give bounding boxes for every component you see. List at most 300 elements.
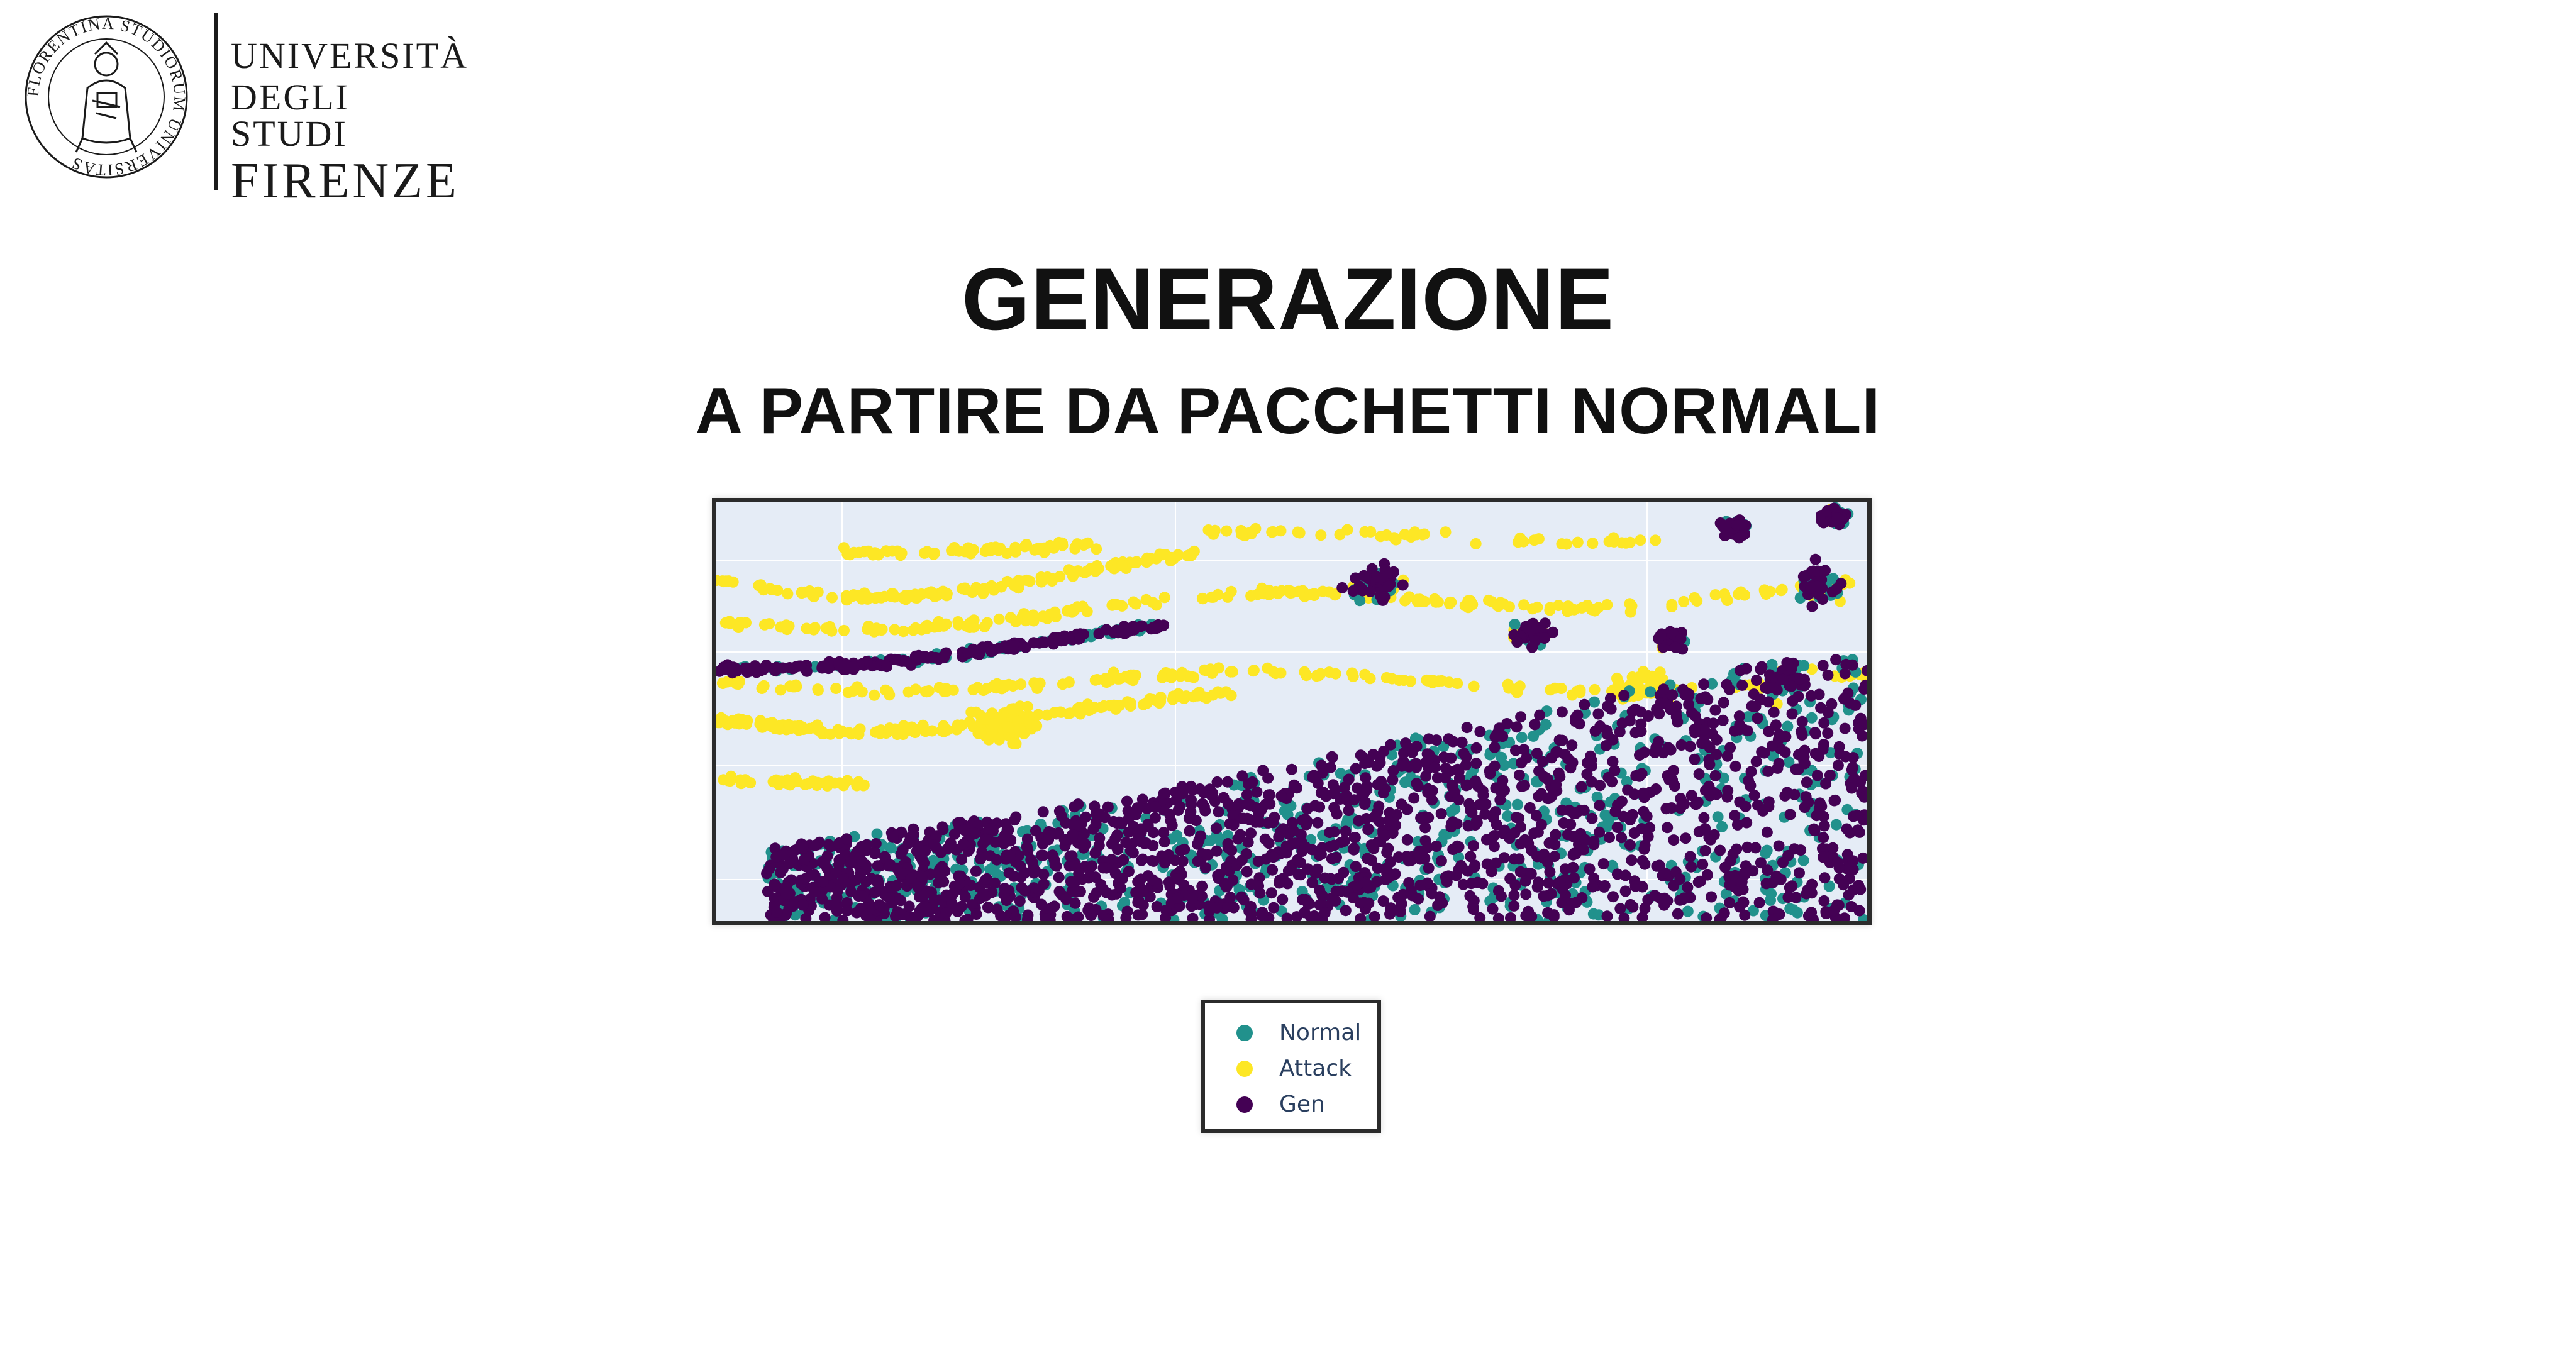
point-gen <box>1268 851 1279 863</box>
slide-subtitle: A PARTIRE DA PACCHETTI NORMALI <box>695 375 1881 448</box>
point-gen <box>887 832 899 843</box>
point-gen <box>1617 717 1628 729</box>
point-attack <box>1460 600 1471 611</box>
point-gen <box>1644 822 1655 834</box>
point-gen <box>1809 727 1821 738</box>
legend-marker-attack <box>1236 1061 1253 1077</box>
point-gen <box>1099 812 1111 823</box>
point-gen <box>1355 749 1367 761</box>
point-attack <box>910 622 921 634</box>
point-gen <box>1550 829 1561 841</box>
point-attack <box>896 548 908 559</box>
point-gen <box>1762 766 1774 777</box>
point-attack <box>1655 666 1666 678</box>
point-gen <box>1260 834 1271 845</box>
point-gen <box>1164 879 1175 890</box>
point-gen <box>1579 699 1590 710</box>
point-gen <box>1202 901 1214 912</box>
point-attack <box>960 584 971 595</box>
point-gen <box>1718 715 1729 726</box>
point-gen <box>1504 832 1515 844</box>
point-gen <box>1372 779 1384 790</box>
point-normal <box>1765 888 1777 900</box>
point-gen <box>1273 831 1284 842</box>
point-gen <box>1490 782 1501 793</box>
point-gen <box>1679 892 1690 903</box>
point-gen <box>1349 832 1360 843</box>
point-gen <box>1069 801 1080 812</box>
point-gen <box>1755 694 1767 705</box>
point-gen <box>1543 793 1554 804</box>
point-gen <box>906 873 917 884</box>
point-attack <box>1006 704 1018 715</box>
point-gen <box>1838 693 1850 705</box>
point-gen <box>1236 770 1248 781</box>
point-attack <box>959 546 970 557</box>
point-gen <box>1706 892 1717 903</box>
point-gen <box>1067 830 1079 841</box>
point-gen <box>1132 876 1143 888</box>
point-gen <box>1672 908 1684 920</box>
point-gen <box>1489 742 1501 753</box>
point-attack <box>1221 526 1232 537</box>
point-gen <box>1396 898 1407 909</box>
point-gen <box>1810 554 1821 565</box>
point-attack <box>880 685 891 696</box>
point-gen <box>1784 882 1796 893</box>
point-attack <box>1048 543 1060 554</box>
point-gen <box>1319 873 1331 884</box>
point-gen <box>1607 734 1619 746</box>
svg-text:FLORENTINA STUDIORUM UNIVERSIT: FLORENTINA STUDIORUM UNIVERSITAS <box>23 14 189 180</box>
point-gen <box>1557 805 1568 816</box>
point-gen <box>1730 761 1741 772</box>
point-gen <box>1036 899 1047 910</box>
point-gen <box>1252 787 1263 798</box>
point-gen <box>1729 726 1740 737</box>
point-normal <box>1409 904 1421 915</box>
point-gen <box>1736 680 1748 691</box>
point-gen <box>1598 858 1609 869</box>
point-attack <box>1159 592 1170 603</box>
point-gen <box>1340 905 1352 916</box>
point-gen <box>1576 892 1587 903</box>
point-gen <box>1397 580 1409 591</box>
point-gen <box>1064 851 1075 862</box>
point-gen <box>1086 860 1097 871</box>
point-attack <box>758 680 770 692</box>
point-gen <box>1674 873 1685 885</box>
point-attack <box>764 719 775 730</box>
point-attack <box>996 582 1007 593</box>
point-attack <box>926 586 937 597</box>
point-gen <box>1143 819 1154 830</box>
point-gen <box>1025 854 1036 865</box>
point-gen <box>1732 819 1743 831</box>
point-gen <box>1381 862 1392 873</box>
point-gen <box>1300 842 1311 853</box>
point-gen <box>1833 759 1844 771</box>
point-attack <box>872 726 884 737</box>
logo-divider <box>214 13 218 190</box>
point-gen <box>1106 839 1118 850</box>
point-attack <box>825 729 836 740</box>
point-gen <box>1491 819 1502 831</box>
point-gen <box>841 833 852 844</box>
point-gen <box>991 854 1002 866</box>
point-gen <box>1547 627 1558 638</box>
point-gen <box>1207 788 1218 799</box>
point-attack <box>724 775 736 787</box>
point-gen <box>1288 825 1299 836</box>
point-attack <box>977 588 989 599</box>
legend-label-gen: Gen <box>1279 1091 1325 1117</box>
point-gen <box>1378 746 1389 757</box>
point-gen <box>1316 760 1327 771</box>
point-gen <box>1402 834 1413 846</box>
point-gen <box>1133 909 1144 920</box>
point-attack <box>1549 683 1560 694</box>
point-gen <box>1531 622 1543 633</box>
point-attack <box>1191 688 1202 700</box>
point-attack <box>1613 676 1624 688</box>
point-gen <box>1650 783 1662 795</box>
point-gen <box>1774 908 1785 920</box>
point-gen <box>1704 742 1716 753</box>
point-attack <box>797 722 809 734</box>
point-gen <box>731 665 743 676</box>
point-gen <box>1199 805 1211 817</box>
point-gen <box>1160 788 1171 799</box>
point-gen <box>1724 856 1736 867</box>
point-gen <box>1038 806 1049 817</box>
point-gen <box>1637 855 1648 866</box>
point-attack <box>1409 526 1421 538</box>
point-attack <box>1003 722 1014 733</box>
point-gen <box>1612 822 1623 833</box>
point-gen <box>1576 781 1587 793</box>
point-attack <box>1733 588 1744 600</box>
point-gen <box>1513 813 1524 824</box>
point-attack <box>1091 543 1102 555</box>
point-gen <box>1489 761 1501 772</box>
point-gen <box>1362 853 1373 864</box>
point-gen <box>1698 812 1709 824</box>
point-gen <box>1004 867 1015 878</box>
point-gen <box>1084 902 1095 914</box>
point-gen <box>1666 802 1677 814</box>
point-gen <box>1675 793 1686 804</box>
point-attack <box>889 624 901 636</box>
point-normal <box>1589 697 1600 708</box>
point-attack <box>1113 673 1124 685</box>
point-gen <box>1146 855 1158 866</box>
point-attack <box>1147 597 1158 608</box>
point-attack <box>733 678 744 690</box>
point-attack <box>826 626 837 637</box>
point-gen <box>1515 711 1526 722</box>
point-attack <box>1553 600 1564 611</box>
point-attack <box>1404 591 1415 602</box>
point-gen <box>1115 883 1126 894</box>
point-gen <box>1187 913 1199 921</box>
point-gen <box>1840 751 1852 763</box>
point-gen <box>1743 775 1754 787</box>
point-gen <box>1850 700 1861 711</box>
point-attack <box>1090 675 1101 686</box>
point-gen <box>1662 822 1673 833</box>
point-attack <box>1125 698 1136 709</box>
point-gen <box>1853 723 1865 734</box>
point-gen <box>1827 842 1838 854</box>
point-gen <box>1519 780 1530 791</box>
point-gen <box>1552 746 1563 758</box>
point-gen <box>1432 772 1443 783</box>
point-gen <box>1123 625 1135 636</box>
point-attack <box>1440 526 1452 538</box>
point-attack <box>1775 585 1787 596</box>
point-attack <box>1021 575 1032 586</box>
point-gen <box>1384 807 1396 819</box>
point-gen <box>1479 809 1491 820</box>
point-gen <box>1101 863 1112 874</box>
point-gen <box>1268 902 1279 914</box>
point-attack <box>964 717 975 728</box>
point-attack <box>1678 596 1689 607</box>
point-gen <box>935 847 947 858</box>
point-attack <box>1225 666 1236 678</box>
point-gen <box>884 892 895 903</box>
point-gen <box>1736 519 1747 531</box>
point-attack <box>1375 531 1386 542</box>
point-gen <box>1560 863 1571 875</box>
point-gen <box>1430 762 1441 773</box>
point-normal <box>1512 799 1523 810</box>
point-gen <box>1200 862 1211 873</box>
point-gen <box>1526 642 1538 653</box>
point-gen <box>1789 843 1800 854</box>
point-gen <box>869 848 880 859</box>
point-gen <box>1796 726 1807 737</box>
point-attack <box>848 547 860 558</box>
logo-line-2: DEGLI STUDI <box>231 77 350 154</box>
point-normal <box>1509 619 1521 630</box>
point-gen <box>1366 839 1377 851</box>
point-gen <box>1462 722 1473 733</box>
point-gen <box>1336 582 1348 593</box>
point-gen <box>1128 821 1139 832</box>
point-attack <box>789 772 801 783</box>
point-gen <box>1319 907 1331 919</box>
point-attack <box>858 546 870 557</box>
point-gen <box>1015 861 1026 872</box>
point-gen <box>1812 770 1823 781</box>
point-gen <box>1754 897 1765 908</box>
point-gen <box>1785 809 1796 820</box>
point-gen <box>1010 812 1021 823</box>
point-gen <box>1384 871 1395 883</box>
point-gen <box>1629 704 1641 715</box>
point-attack <box>724 618 736 629</box>
point-gen <box>1767 877 1779 888</box>
point-gen <box>1814 797 1826 809</box>
point-gen <box>1413 893 1424 905</box>
point-attack <box>1049 607 1060 618</box>
university-seal-icon <box>22 13 191 181</box>
point-gen <box>1509 890 1520 901</box>
point-gen <box>1177 856 1189 867</box>
point-gen <box>1511 721 1523 732</box>
point-gen <box>984 823 995 834</box>
point-gen <box>1241 789 1253 800</box>
point-gen <box>1329 840 1340 851</box>
point-attack <box>1710 589 1721 600</box>
point-attack <box>1213 662 1224 673</box>
point-gen <box>1736 876 1748 888</box>
point-gen <box>1819 820 1830 832</box>
point-gen <box>1135 836 1146 847</box>
point-gen <box>926 651 937 663</box>
point-attack <box>1035 678 1046 689</box>
point-gen <box>1777 674 1789 685</box>
point-gen <box>780 888 792 900</box>
point-gen <box>1777 857 1789 868</box>
point-attack <box>1015 678 1026 690</box>
point-gen <box>850 875 862 886</box>
point-gen <box>1782 892 1794 903</box>
point-gen <box>1774 731 1785 742</box>
point-gen <box>914 851 926 862</box>
point-gen <box>1187 893 1198 904</box>
point-attack <box>1175 671 1186 682</box>
point-normal <box>1782 721 1793 732</box>
point-gen <box>1001 895 1012 906</box>
point-gen <box>1170 787 1181 798</box>
point-gen <box>1291 782 1302 793</box>
point-gen <box>1274 878 1285 889</box>
point-gen <box>1460 751 1472 763</box>
point-attack <box>808 624 819 636</box>
point-attack <box>1492 600 1504 612</box>
point-gen <box>1361 813 1372 824</box>
point-gen <box>1594 827 1605 838</box>
point-gen <box>1819 872 1830 883</box>
point-gen <box>1363 823 1374 834</box>
logo-line-1: UNIVERSITÀ <box>231 35 469 76</box>
point-gen <box>1242 798 1253 810</box>
point-gen <box>1455 860 1467 871</box>
point-gen <box>1159 836 1170 847</box>
point-gen <box>1343 805 1355 816</box>
point-gen <box>819 912 831 922</box>
point-attack <box>772 585 783 596</box>
point-gen <box>901 656 912 667</box>
point-gen <box>1824 770 1836 781</box>
point-attack <box>1046 575 1058 587</box>
point-gen <box>1402 804 1413 815</box>
point-attack <box>1172 549 1184 561</box>
point-gen <box>1639 746 1650 758</box>
point-gen <box>1570 847 1582 859</box>
point-gen <box>1472 817 1483 828</box>
point-gen <box>1557 706 1568 717</box>
point-gen <box>1581 768 1592 780</box>
point-attack <box>1582 600 1593 611</box>
point-attack <box>1294 586 1305 597</box>
point-gen <box>856 856 867 867</box>
point-gen <box>921 902 932 914</box>
point-attack <box>1220 686 1231 697</box>
point-attack <box>1430 597 1441 608</box>
point-gen <box>1245 827 1257 839</box>
point-gen <box>929 894 940 905</box>
point-attack <box>1346 668 1358 679</box>
point-gen <box>1070 886 1082 898</box>
point-attack <box>782 588 793 599</box>
point-gen <box>1307 877 1318 888</box>
point-gen <box>1474 726 1485 737</box>
point-attack <box>1267 526 1279 538</box>
point-gen <box>1470 758 1482 769</box>
point-gen <box>1714 845 1726 856</box>
point-gen <box>1700 845 1711 856</box>
point-gen <box>1838 879 1849 890</box>
point-gen <box>1518 744 1530 755</box>
legend-marker-normal <box>1236 1025 1253 1041</box>
point-gen <box>1373 801 1384 812</box>
point-gen <box>903 837 914 849</box>
point-gen <box>1213 806 1224 817</box>
point-gen <box>946 898 957 909</box>
point-attack <box>826 592 838 604</box>
point-attack <box>1301 670 1312 681</box>
point-gen <box>750 660 761 671</box>
point-attack <box>1608 532 1619 543</box>
point-gen <box>999 830 1011 841</box>
point-gen <box>1670 642 1681 653</box>
point-attack <box>920 686 931 697</box>
point-attack <box>857 593 868 605</box>
point-gen <box>1810 748 1821 759</box>
point-gen <box>1147 874 1158 885</box>
point-gen <box>1699 724 1710 735</box>
point-gen <box>936 861 948 873</box>
point-gen <box>1807 601 1818 612</box>
point-attack <box>994 614 1005 625</box>
point-gen <box>1786 663 1797 675</box>
point-attack <box>941 685 953 697</box>
point-gen <box>1033 885 1045 897</box>
point-attack <box>1518 599 1530 610</box>
point-gen <box>1137 854 1148 865</box>
point-gen <box>1700 785 1711 796</box>
point-attack <box>1213 589 1224 600</box>
point-gen <box>1023 910 1034 921</box>
point-attack <box>1341 524 1353 536</box>
point-gen <box>1546 888 1557 900</box>
point-gen <box>1094 832 1105 844</box>
point-attack <box>1294 527 1306 539</box>
point-normal <box>1798 855 1809 866</box>
point-attack <box>1108 700 1119 711</box>
point-attack <box>780 620 792 631</box>
point-gen <box>1847 660 1858 671</box>
point-attack <box>1468 681 1480 692</box>
point-gen <box>1491 858 1502 869</box>
point-gen <box>1004 850 1016 861</box>
point-gen <box>990 837 1001 848</box>
point-gen <box>777 863 789 875</box>
